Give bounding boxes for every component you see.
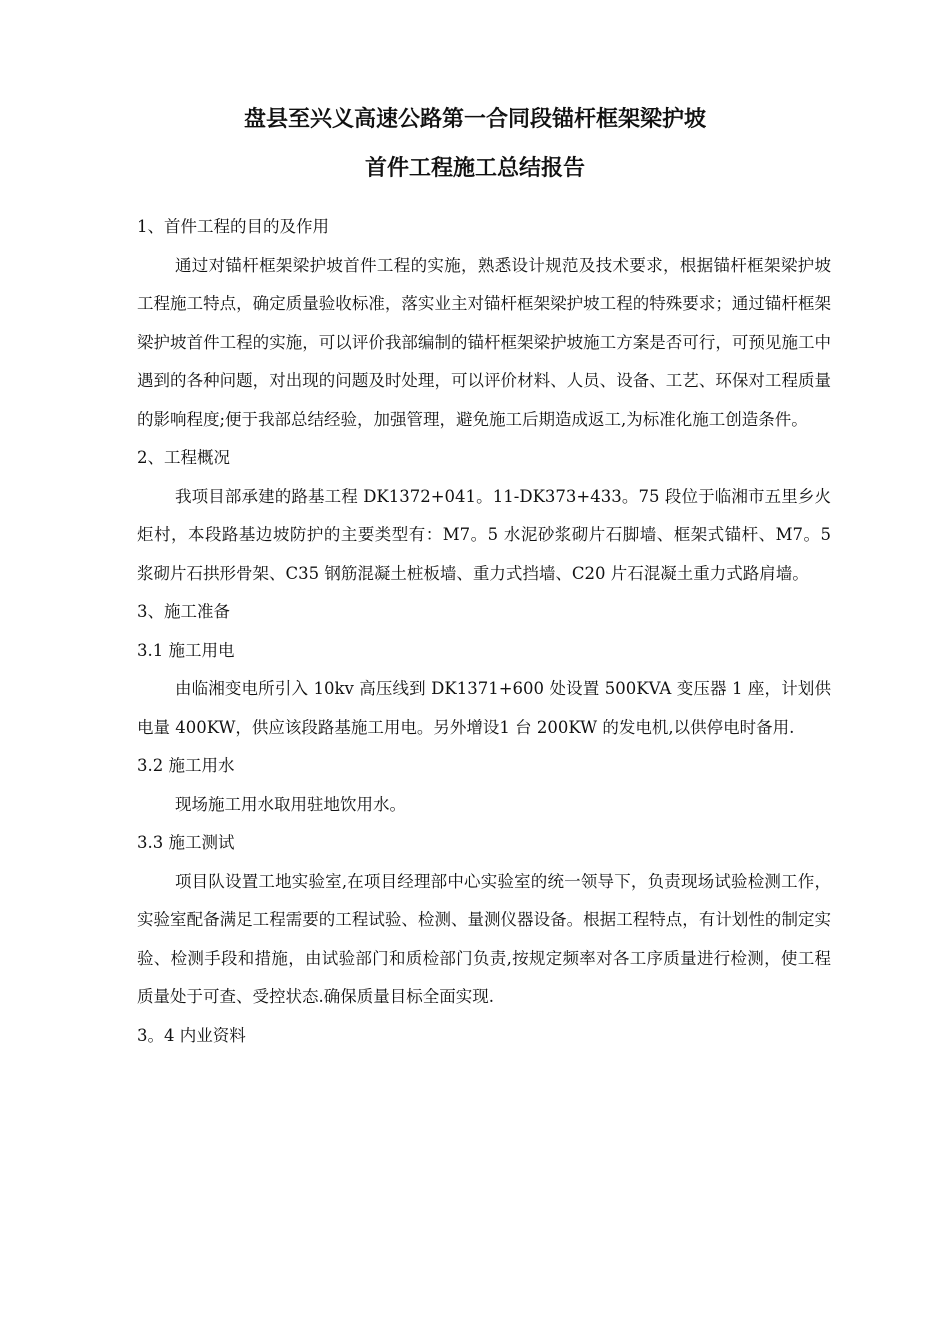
document-title-line-1: 盘县至兴义高速公路第一合同段锚杆框架梁护坡 <box>243 106 706 132</box>
document-title-line-2: 首件工程施工总结报告 <box>364 155 585 181</box>
section-2-heading: 2、工程概况 <box>137 448 230 467</box>
section-3-2-paragraph: 现场施工用水取用驻地饮用水。 <box>174 794 406 814</box>
section-3-3-paragraph: 项目队设置工地实验室,在项目经理部中心实验室的统一领导下，负责现场试验检测工作，实验室配备满足工程需要的工程试验、检测、量测仪器设备。根据工程特点，有计划性的制定实验、检测手段和措施，由试验部门和质检部门负责,按规定频率对各工序质量进行检测，使工程质量处于可查、受控状态.确保质量目标全面实现. <box>137 871 831 1006</box>
section-1-paragraph: 通过对锚杆框架梁护坡首件工程的实施，熟悉设计规范及技术要求，根据锚杆框架梁护坡工程施工特点，确定质量验收标准，落实业主对锚杆框架梁护坡工程的特殊要求；通过锚杆框架梁护坡首件工程的实施，可以评价我部编制的锚杆框架梁护坡施工方案是否可行，可预见施工中遇到的各种问题，对出现的问题及时处理，可以评价材料、人员、设备、工艺、环保对工程质量的影响程度;便于我部总结经验，加强管理，避免施工后期造成返工,为标准化施工创造条件。 <box>137 255 831 429</box>
section-2-paragraph: 我项目部承建的路基工程 DK1372+041。11-DK373+433。75 段位于临湘市五里乡火炬村，本段路基边坡防护的主要类型有：M7。5 水泥砂浆砌片石脚墙、框架式锚杆、M7。5 浆砌片石拱形骨架、C35 钢筋混凝土桩板墙、重力式挡墙、C20 片石混凝土重力式路肩墙。 <box>137 486 831 583</box>
section-3-4-heading: 3。4 内业资料 <box>137 1025 246 1045</box>
section-1-heading: 1、首件工程的目的及作用 <box>137 217 329 236</box>
section-3-1-paragraph: 由临湘变电所引入 10kv 高压线到 DK1371+600 处设置 500KVA 变压器 1 座，计划供电量 400KW，供应该段路基施工用电。另外增设1 台 200KW 的发电机,以供停电时备用. <box>137 679 831 737</box>
section-3-1-heading: 3.1 施工用电 <box>137 640 235 660</box>
section-3-2-heading: 3.2 施工用水 <box>137 756 235 775</box>
section-3-heading: 3、施工准备 <box>137 602 230 621</box>
document-body <box>137 208 831 1055</box>
section-3-3-heading: 3.3 施工测试 <box>137 833 235 852</box>
